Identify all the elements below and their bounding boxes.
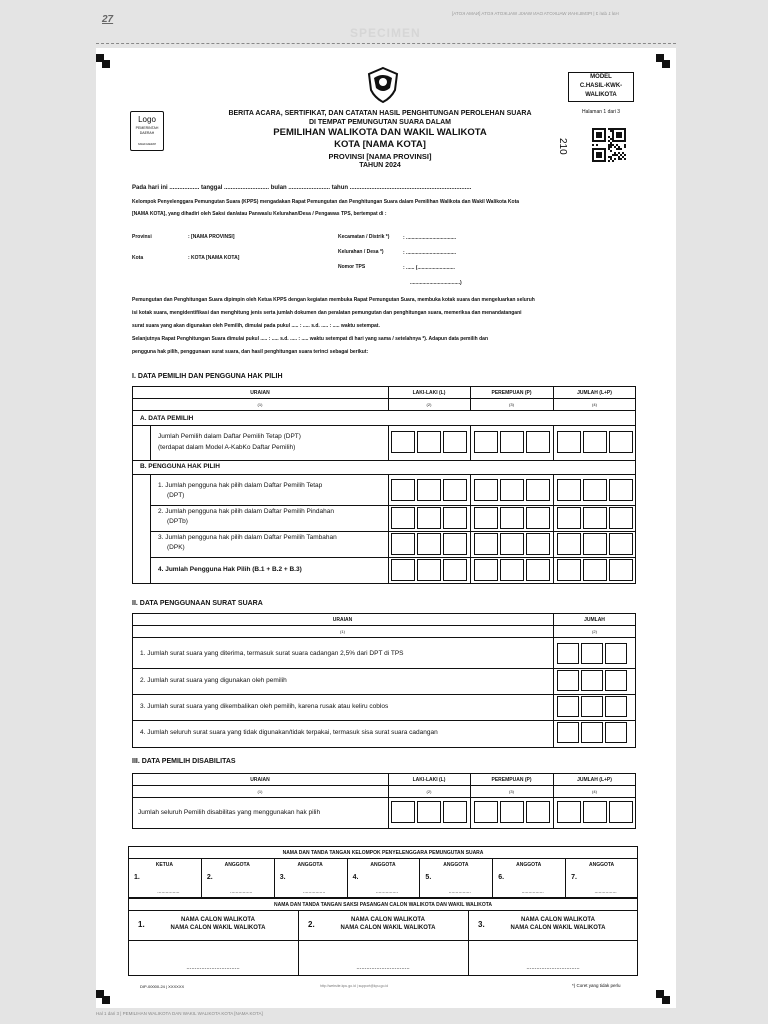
footer-note: *) Coret yang tidak perlu [572, 983, 621, 988]
footer-code: DIP-00000-24 | XXXXXX [140, 984, 185, 989]
s1-b1-lp-cells[interactable] [557, 479, 633, 501]
tps-value: : ...... (........................... [403, 265, 455, 271]
kpps-signature-line[interactable]: ................ [157, 889, 180, 895]
kpps-anggota-label: ANGGOTA [443, 862, 469, 868]
s1-b1-p-cells[interactable] [474, 479, 550, 501]
saksi1-signature-line[interactable]: ................................ [186, 965, 240, 971]
watermark: SPECIMEN [350, 26, 421, 40]
s3-num4: (4) [592, 789, 597, 794]
kpps-anggota-label: ANGGOTA [516, 862, 542, 868]
header-line5: PROVINSI [NAMA PROVINSI] [328, 152, 432, 161]
kpps-member-number: 6. [498, 874, 505, 881]
kpps-title: NAMA DAN TANDA TANGAN KELOMPOK PENYELENGGARA PEMUNGUTAN SUARA [282, 850, 484, 856]
saksi3-wakil: NAMA CALON WAKIL WALIKOTA [510, 925, 606, 931]
s1-b2-line2: (DPTb) [167, 518, 188, 525]
kpps-member-number: 2. [206, 874, 213, 881]
s3-col-lp: JUMLAH (L+P) [577, 777, 612, 783]
kecamatan-value: : .................................... [403, 235, 457, 241]
kpps-anggota-label: ANGGOTA [297, 862, 323, 868]
logo-line3: DAERAH [139, 131, 155, 135]
s1-sub-a: A. DATA PEMILIH [140, 415, 194, 422]
provinsi-value: : [NAMA PROVINSI] [188, 234, 235, 240]
s1-b2-p-cells[interactable] [474, 507, 550, 529]
header-line2: DI TEMPAT PEMUNGUTAN SUARA DALAM [308, 119, 452, 126]
s3-lp-cells[interactable] [557, 801, 633, 823]
vertical-code: 210 [557, 138, 568, 155]
qr-code-icon [592, 128, 626, 162]
saksi-title: NAMA DAN TANDA TANGAN SAKSI PASANGAN CALON WALIKOTA DAN WAKIL WALIKOTA [273, 902, 493, 908]
kecamatan-label: Kecamatan / Distrik *) [338, 234, 390, 240]
s1-b3-l-cells[interactable] [391, 533, 467, 555]
s2-r3: 3. Jumlah surat suara yang dikembalikan oleh pemilih, karena rusak atau keliru coblos [140, 703, 389, 710]
kpps-member-number: 7. [571, 874, 577, 881]
logo-title: Logo [138, 115, 156, 124]
s1-col-lp: JUMLAH (L+P) [577, 390, 612, 396]
saksi2-signature-line[interactable]: ................................ [356, 965, 410, 971]
s1-num4: (4) [592, 402, 597, 407]
s1-col-uraian: URAIAN [250, 390, 270, 396]
s1-b3-line2: (DPK) [167, 544, 185, 551]
s1-a1-line2: (terdapat dalam Model A-KabKo Daftar Pemilih) [158, 444, 296, 451]
body-line3: surat suara yang akan digunakan oleh Pemilih, dimulai pada pukul ..... : ..... s.d. ..... : ..... waktu setempat. [132, 323, 380, 329]
kota-value: : KOTA [NAMA KOTA] [188, 255, 240, 261]
s1-num1: (1) [257, 402, 263, 407]
s1-sub-b: B. PENGGUNA HAK PILIH [140, 463, 220, 470]
s1-b4: 4. Jumlah Pengguna Hak Pilih (B.1 + B.2 + B.3) [158, 566, 302, 573]
s3-num1: (1) [257, 789, 263, 794]
footer-url: http://website.kpu.go.id | support@kpu.go.id [320, 984, 389, 988]
section1-title: I. DATA PEMILIH DAN PENGGUNA HAK PILIH [132, 373, 283, 380]
model-line2: C.HASIL-KWK- [579, 83, 623, 89]
header-line6: TAHUN 2024 [359, 162, 401, 169]
s2-r4: 4. Jumlah seluruh surat suara yang tidak digunakan/tidak terpakai, termasuk sisa surat suara cadangan [140, 729, 438, 736]
s1-num2: (2) [426, 402, 432, 407]
s2-r3-cells[interactable] [557, 696, 627, 717]
s1-b1-l-cells[interactable] [391, 479, 467, 501]
saksi2-walikota: NAMA CALON WALIKOTA [351, 917, 425, 923]
s1-b4-p-cells[interactable] [474, 559, 550, 581]
s3-num2: (2) [426, 789, 432, 794]
s1-b3-p-cells[interactable] [474, 533, 550, 555]
s1-b2-l-cells[interactable] [391, 507, 467, 529]
kelurahan-value: : .................................... [403, 250, 457, 256]
kpps-member-number: 1. [134, 874, 140, 881]
date-line: Pada hari ini .................. tanggal ........................... bulan ......................... tahun ......................................................................... [132, 185, 472, 191]
s1-num3: (3) [509, 402, 514, 407]
body-line5: pengguna hak pilih, penggunaan surat suara, dan hasil penghitungan suara terinci sebagai berikut: [132, 349, 369, 355]
section3-title: III. DATA PEMILIH DISABILITAS [132, 758, 236, 765]
s1-col-p: PEREMPUAN (P) [491, 390, 532, 396]
s3-r1: Jumlah seluruh Pemilih disabilitas yang menggunakan hak pilih [138, 809, 321, 816]
header-line1: BERITA ACARA, SERTIFIKAT, DAN CATATAN HASIL PENGHITUNGAN PEROLEHAN SUARA [228, 110, 532, 117]
s3-p-cells[interactable] [474, 801, 550, 823]
kpps-anggota-label: ANGGOTA [588, 862, 615, 868]
body-line2: isi kotak suara, mengidentifikasi dan menghitung jenis serta jumlah dokumen dan peralatan pemungutan dan penghitungan suara, memeriksa dan menandatangani [132, 310, 522, 316]
registration-mark-top-right [656, 54, 670, 68]
intro-para2: [NAMA KOTA], yang dihadiri oleh Saksi dan/atau Panwaslu Kelurahan/Desa / Pengawas TPS, bertempat di : [132, 211, 387, 217]
s1-a1-l-cells[interactable] [391, 431, 467, 453]
s2-r2-cells[interactable] [557, 670, 627, 691]
s2-r1-cells[interactable] [557, 643, 627, 664]
logo-line2: PEMERINTAH [135, 126, 159, 130]
kpps-ketua-label: KETUA [155, 862, 174, 868]
model-line1: MODEL [590, 74, 612, 80]
saksi3-number: 3. [478, 920, 485, 929]
footer-bottom: Hal 1 dari 3 | PEMILIHAN WALIKOTA DAN WAKIL WALIKOTA KOTA [NAMA KOTA] [96, 1011, 263, 1016]
s2-r4-cells[interactable] [557, 722, 627, 743]
body-line4: Selanjutnya Rapat Penghitungan Suara dimulai pukul ..... : ..... s.d. ..... : ..... waktu setempat di hari yang sama / setelahnya *). Adapun data pemilih dan [132, 336, 488, 342]
kelurahan-label: Kelurahan / Desa *) [338, 249, 384, 255]
s1-b4-l-cells[interactable] [391, 559, 467, 581]
section2-title: II. DATA PENGGUNAAN SURAT SUARA [132, 600, 263, 607]
s2-col-uraian: URAIAN [332, 617, 353, 623]
kpps-member-number: 3. [279, 874, 286, 881]
registration-mark-bottom-left [96, 990, 110, 1004]
provinsi-label: Provinsi [132, 234, 152, 240]
s2-r1: 1. Jumlah surat suara yang diterima, termasuk surat suara cadangan 2,5% dari DPT di TPS [140, 650, 404, 657]
saksi2-wakil: NAMA CALON WAKIL WALIKOTA [340, 925, 436, 931]
kpps-signature-line[interactable]: ................ [230, 889, 253, 895]
s2-num1: (1) [340, 629, 345, 634]
s1-a1-line1: Jumlah Pemilih dalam Daftar Pemilih Tetap (DPT) [158, 433, 301, 440]
s3-num3: (3) [509, 789, 514, 794]
s1-b1-line1: 1. Jumlah pengguna hak pilih dalam Daftar Pemilih Tetap [158, 482, 323, 489]
s2-col-jumlah: JUMLAH [584, 617, 605, 623]
saksi1-wakil: NAMA CALON WAKIL WALIKOTA [170, 925, 266, 931]
intro-para1: Kelompok Penyelenggara Pemungutan Suara (KPPS) mengadakan Rapat Pemungutan dan Penghitungan Suara dalam Pemilihan Walikota dan Wakil Walikota Kota [132, 199, 520, 205]
kpps-anggota-label: ANGGOTA [370, 862, 396, 868]
saksi2-number: 2. [308, 920, 315, 929]
kpps-anggota-label: ANGGOTA [224, 862, 250, 868]
s3-l-cells[interactable] [391, 801, 467, 823]
kpps-signature-line[interactable]: ................ [303, 889, 326, 895]
top-right-note: Hal 1 dari 3 | PEMILIHAN WALIKOTA DAN WAKIL WALIKOTA KOTA [NAMA KOTA] [452, 11, 619, 16]
registration-mark-top-left [96, 54, 110, 68]
model-line3: WALIKOTA [585, 92, 617, 98]
s2-num2: (2) [592, 629, 597, 634]
body-line1: Pemungutan dan Penghitungan Suara dipimpin oleh Ketua KPPS dengan kegiatan membuka Rapat Pemungutan Suara, membuka kotak suara dan mengeluarkan seluruh [132, 297, 535, 303]
s3-col-p: PEREMPUAN (P) [491, 777, 532, 783]
kpps-signature-line[interactable]: ................ [521, 889, 544, 895]
kpps-signature-line[interactable]: ................ [448, 889, 471, 895]
logo-line4: NAMA DAERAH [137, 143, 157, 146]
halaman-label: Halaman 1 dari 3 [582, 109, 621, 115]
kpu-emblem-icon [366, 66, 400, 104]
kpps-signature-line[interactable]: ................ [375, 889, 399, 895]
tps-label: Nomor TPS [338, 264, 366, 270]
saksi3-walikota: NAMA CALON WALIKOTA [521, 917, 595, 923]
kpps-member-number: 4. [352, 874, 359, 881]
s3-col-l: LAKI-LAKI (L) [412, 777, 446, 783]
s1-a1-lp-cells[interactable] [557, 431, 633, 453]
s1-col-l: LAKI-LAKI (L) [412, 390, 446, 396]
s1-a1-p-cells[interactable] [474, 431, 550, 453]
s2-r2: 2. Jumlah surat suara yang digunakan oleh pemilih [140, 677, 287, 684]
cut-line-top [96, 43, 676, 44]
registration-mark-bottom-right [656, 990, 670, 1004]
saksi3-signature-line[interactable]: ................................ [526, 965, 580, 971]
page-number: 27 [102, 14, 114, 25]
s1-b3-lp-cells[interactable] [557, 533, 633, 555]
saksi1-number: 1. [138, 920, 145, 929]
s1-b4-lp-cells[interactable] [557, 559, 633, 581]
kpps-signature-line[interactable]: ................ [594, 889, 617, 895]
tps-value2: ....................................) [410, 280, 462, 286]
s1-b3-line1: 3. Jumlah pengguna hak pilih dalam Daftar Pemilih Tambahan [158, 534, 337, 541]
header-line3: PEMILIHAN WALIKOTA DAN WAKIL WALIKOTA [273, 127, 487, 138]
s1-b2-lp-cells[interactable] [557, 507, 633, 529]
saksi1-walikota: NAMA CALON WALIKOTA [181, 917, 255, 923]
kota-label: Kota [132, 255, 144, 261]
kpps-member-number: 5. [425, 874, 432, 881]
header-line4: KOTA [NAMA KOTA] [334, 139, 426, 150]
s3-col-uraian: URAIAN [250, 777, 270, 783]
s1-b2-line1: 2. Jumlah pengguna hak pilih dalam Daftar Pemilih Pindahan [158, 508, 334, 515]
s1-b1-line2: (DPT) [167, 492, 185, 499]
